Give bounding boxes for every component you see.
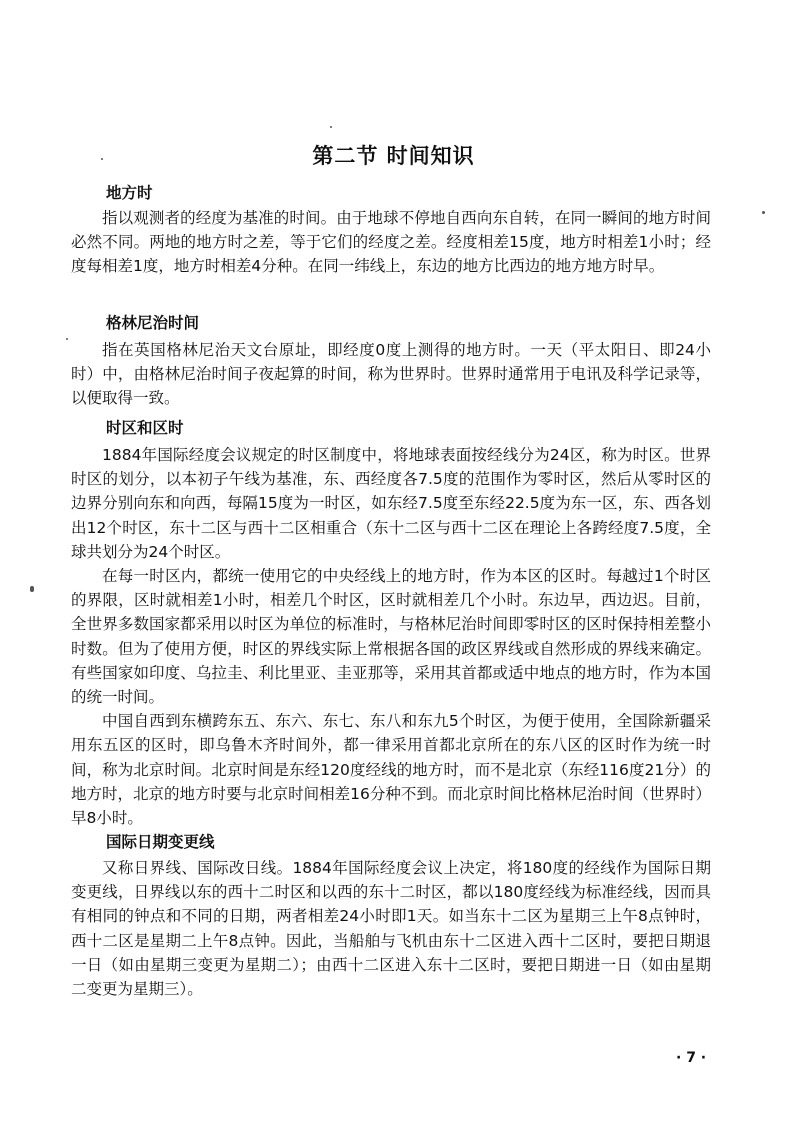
section-local-time-body <box>71 206 711 279</box>
page-number: · 7 · <box>676 1050 707 1066</box>
heading-time-zones: 时区和区时 <box>106 419 184 437</box>
paragraph: 指以观测者的经度为基准的时间。由于地球不停地自西向东自转，在同一瞬间的地方时间必然不同。两地的地方时之差，等于它们的经度之差。经度相差15度，地方时相差1小时；经度每相差1度，地方时相差4分种。在同一纬线上，东边的地方比西边的地方地方时早。 <box>71 209 711 276</box>
paragraph: 又称日界线、国际改日线。1884年国际经度会议上决定，将180度的经线作为国际日期变更线，日界线以东的西十二时区和以西的东十二时区，都以180度经线为标准经线，因而具有相同的钟点和不同的日期，两者相差24小时即1天。如当东十二区为星期三上午8点钟时，西十二区是星期二上午8点钟。因此，当船舶与飞机由东十二区进入西十二区时，要把日期退一日（如由星期三变更为星期二）；由西十二区进入东十二区时，要把日期进一日（如由星期二变更为星期三）。 <box>71 859 711 999</box>
heading-date-line: 国际日期变更线 <box>106 833 215 851</box>
paragraph: 1884年国际经度会议规定的时区制度中，将地球表面按经线分为24区，称为时区。世界时区的划分，以本初子午线为基准，东、西经度各7.5度的范围作为零时区，然后从零时区的边界分别向东和向西，每隔15度为一时区，如东经7.5度至东经22.5度为东一区，东、西各划出12个时区，东十二区与西十二区相重合（东十二区与西十二区在理论上各跨经度7.5度，全球共划分为24个时区。 <box>71 446 711 561</box>
paragraph: 在每一时区内，都统一使用它的中央经线上的地方时，作为本区的区时。每越过1个时区的界限，区时就相差1小时，相差几个时区，区时就相差几个小时。东边早，西边迟。目前，全世界多数国家都采用以时区为单位的标准时，与格林尼治时间即零时区的区时保持相差整小时数。但为了使用方便，时区的界线实际上常根据各国的政区界线或自然形成的界线来确定。有些国家如印度、乌拉圭、利比里亚、圭亚那等，采用其首都或适中地点的地方时，作为本国的统一时间。 <box>71 567 711 707</box>
scan-speck <box>30 586 34 592</box>
heading-local-time: 地方时 <box>106 184 153 202</box>
section-title: 第二节 时间知识 <box>312 144 475 168</box>
scan-speck <box>101 158 103 160</box>
scan-speck <box>330 126 332 128</box>
section-time-zones-body <box>71 443 711 830</box>
section-date-line-body <box>71 856 711 1001</box>
scan-speck <box>66 338 68 340</box>
section-greenwich-body <box>71 338 711 411</box>
scan-speck <box>762 211 765 214</box>
paragraph: 指在英国格林尼治天文台原址，即经度0度上测得的地方时。一天（平太阳日、即24小时）中，由格林尼治时间子夜起算的时间，称为世界时。世界时通常用于电讯及科学记录等，以便取得一致。 <box>71 341 711 408</box>
heading-greenwich-time: 格林尼治时间 <box>106 314 200 332</box>
paragraph: 中国自西到东横跨东五、东六、东七、东八和东九5个时区，为便于使用，全国除新疆采用东五区的区时，即乌鲁木齐时间外，都一律采用首都北京所在的东八区的区时作为统一时间，称为北京时间。北京时间是东经120度经线的地方时，而不是北京（东经116度21分）的地方时，北京的地方时要与北京时间相差16分种不到。而北京时间比格林尼治时间（世界时）早8小时。 <box>71 712 711 828</box>
